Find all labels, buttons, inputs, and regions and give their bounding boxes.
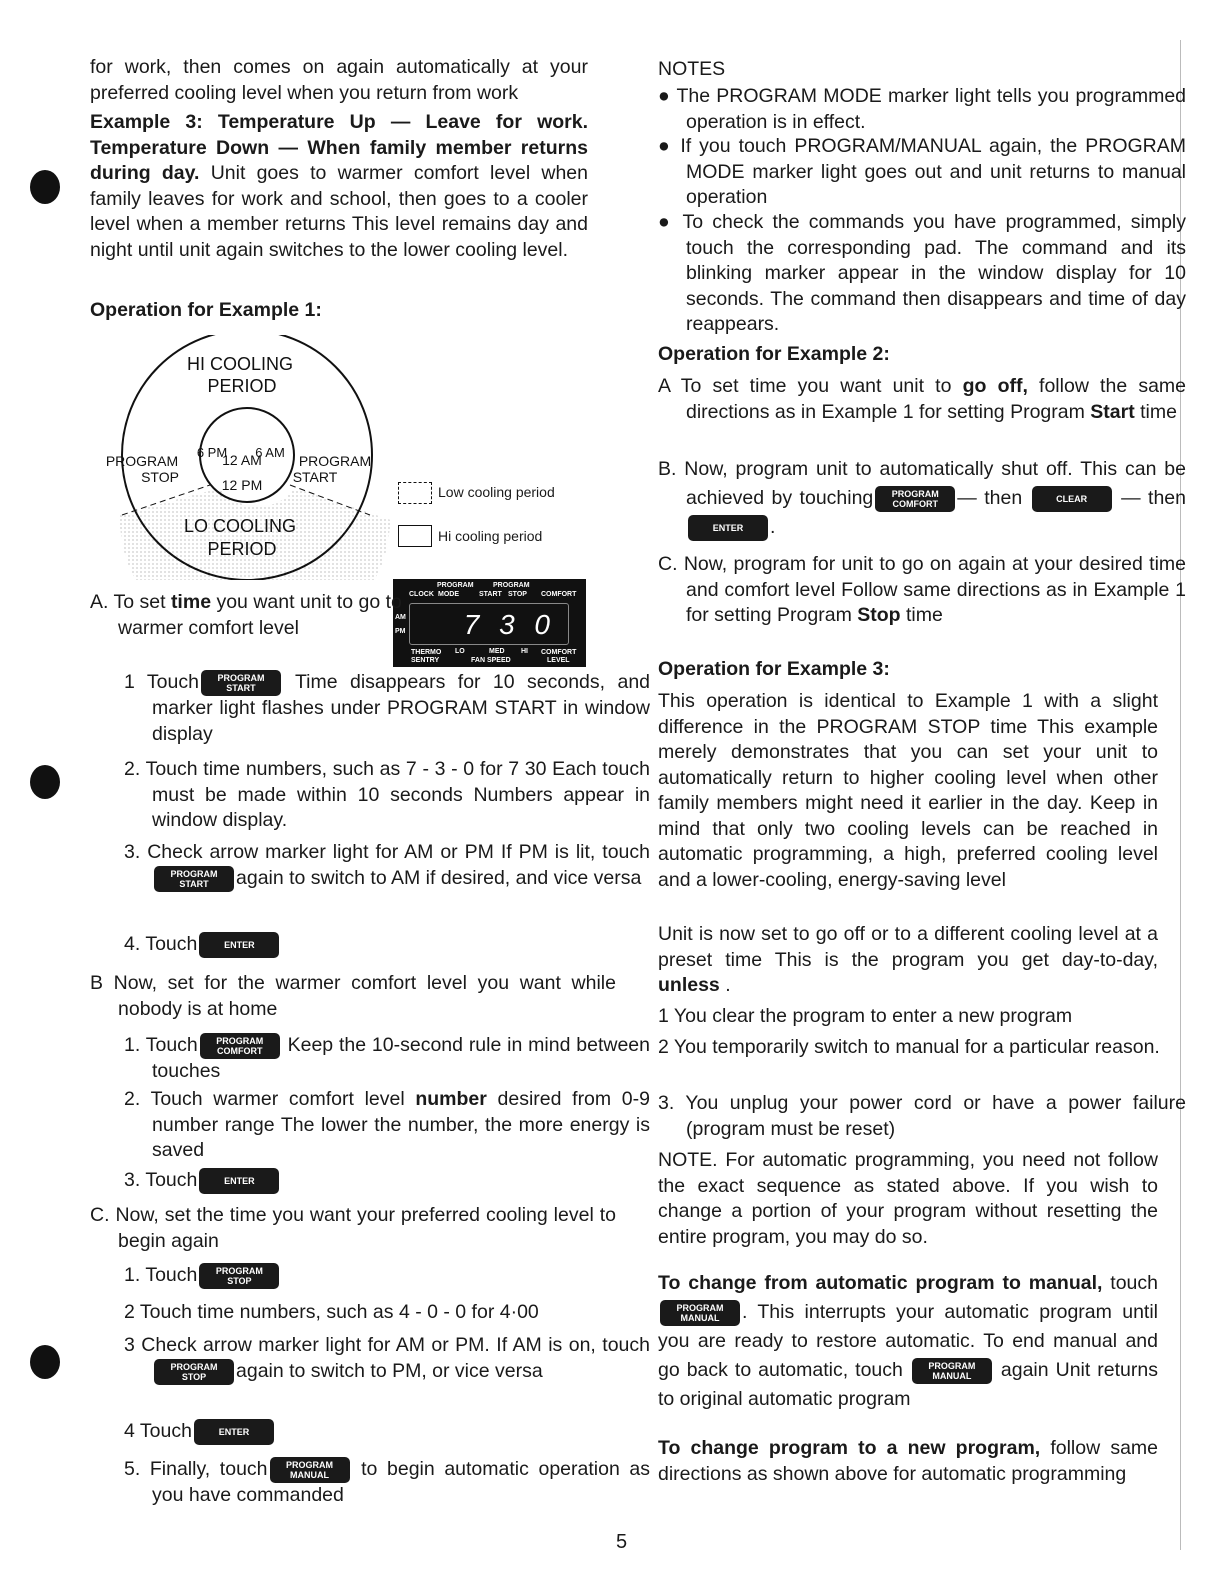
to-manual-paragraph: To change from automatic program to manual, touch PROGRAM MANUAL . This interrupts your automatic program until you are ready to restore automatic. To end manual and go back to automatic, touch PROGRAM MANUAL again Unit returns to original automatic program — [658, 1272, 1158, 1410]
time-12am: 12 AM — [222, 452, 262, 468]
op1-heading: Operation for Example 1: — [90, 299, 322, 321]
diagram-legend — [398, 480, 555, 549]
step-C2: 2 Touch time numbers, such as 4 - 0 - 0 for 4·00 — [124, 1301, 539, 1323]
step-A4: 4. Touch ENTER — [90, 932, 650, 958]
note-3: ● To check the commands you have programmed, simply touch the corresponding pad. The command and its blinking marker appear in the window display for 10 seconds. The command then disappears and time of day reappears. — [658, 211, 1187, 335]
unless-item-3: 3. You unplug your power cord or have a power failure (program must be reset) — [658, 1092, 1186, 1140]
unit-now-paragraph: Unit is now set to go off or to a different cooling level at a preset time This is the program you get day-to-day, unless . — [658, 923, 1158, 996]
step-A: A. To set time you want unit to go to warmer comfort level — [90, 591, 402, 639]
step-A1: 1 Touch PROGRAM START Time disappears for 10 seconds, and marker light flashes under PROGRAM START in window display — [124, 671, 651, 745]
step-B3: 3. Touch ENTER — [90, 1168, 650, 1194]
step-B1: 1. Touch PROGRAM COMFORT Keep the 10-second rule in mind between touches — [124, 1034, 650, 1082]
step-B2: 2. Touch warmer comfort level number desired from 0-9 number range The lower the number, the more energy is saved — [124, 1088, 650, 1161]
op2-step-A: A To set time you want unit to go off, follow the same directions as in Example 1 for setting Program Start time — [658, 375, 1186, 423]
op3-heading: Operation for Example 3: — [658, 658, 890, 680]
enter-key: ENTER — [199, 932, 279, 958]
op2-step-B: B. Now, program unit to automatically shut off. This can be achieved by touching PROGRAM COMFORT — then CLEAR — then ENTER . — [658, 455, 1186, 542]
example3-body: Unit goes to warmer comfort level when family leaves for work and school, then goes to a cooler level when a member returns This level remains day and night until unit again switches to the lower cooling level. — [90, 162, 588, 261]
time-12pm: 12 PM — [221, 477, 263, 493]
program-stop-label: PROGRAM — [105, 453, 179, 469]
note-2: ● If you touch PROGRAM/MANUAL again, the PROGRAM MODE marker light goes out and unit returns to manual operation — [658, 135, 1186, 208]
program-comfort-key: PROGRAM COMFORT — [875, 486, 955, 512]
disp-level: LEVEL — [547, 657, 570, 664]
notes-heading: NOTES — [658, 58, 726, 80]
disp-lo: LO — [455, 648, 465, 655]
lo-period-label: PERIOD — [207, 539, 277, 559]
time-6pm: 6 PM — [196, 445, 228, 460]
program-start-key: PROGRAM START — [154, 866, 234, 892]
disp-start: START — [479, 591, 502, 598]
enter-key: ENTER — [199, 1168, 279, 1194]
clear-key: CLEAR — [1032, 486, 1112, 512]
time-6am: 6 AM — [255, 445, 285, 460]
program-manual-key: PROGRAM MANUAL — [912, 1358, 992, 1384]
program-start-key: PROGRAM START — [201, 670, 281, 696]
step-C5: 5. Finally, touch PROGRAM MANUAL to begin automatic operation as you have commanded — [124, 1458, 650, 1506]
program-comfort-key: PROGRAM COMFORT — [200, 1033, 280, 1059]
disp-comfort: COMFORT — [541, 591, 577, 598]
program-manual-key: PROGRAM MANUAL — [660, 1300, 740, 1326]
step-C1: 1. Touch PROGRAM STOP — [90, 1263, 650, 1289]
op2-step-C: C. Now, program for unit to go on again at your desired time and comfort level Follow same directions as in Example 1 for setting Program Stop time — [658, 553, 1186, 626]
disp-hi: HI — [521, 648, 528, 655]
op2-heading: Operation for Example 2: — [658, 343, 890, 365]
note-1: ● The PROGRAM MODE marker light tells you programmed operation is in effect. — [658, 85, 1187, 133]
cooling-period-diagram — [100, 335, 390, 580]
disp-clock: CLOCK — [409, 591, 434, 598]
legend-swatch-low — [398, 482, 432, 504]
enter-key: ENTER — [194, 1419, 274, 1445]
disp-am: AM — [395, 614, 406, 621]
unless-item-1: 1 You clear the program to enter a new program — [658, 1005, 1073, 1027]
unless-item-2: 2 You temporarily switch to manual for a particular reason. — [658, 1036, 1160, 1058]
disp-comfort-2: COMFORT — [541, 649, 577, 656]
step-C3: 3 Check arrow marker light for AM or PM. If AM is on, touch PROGRAM STOP again to switch to PM, or vice versa — [90, 1333, 650, 1385]
hi-period-label: PERIOD — [207, 376, 277, 396]
step-C4: 4 Touch ENTER — [90, 1419, 650, 1445]
new-program-paragraph: To change program to a new program, follow same directions as shown above for automatic programming — [658, 1437, 1158, 1485]
disp-thermo: THERMO — [411, 649, 442, 656]
step-A3: 3. Check arrow marker light for AM or PM If PM is lit, touch PROGRAM START again to switch to AM if desired, and vice versa — [90, 840, 650, 892]
disp-pm: PM — [395, 628, 406, 635]
binder-hole — [30, 1345, 60, 1379]
disp-digits: 7 3 0 — [409, 603, 569, 645]
step-B: B Now, set for the warmer comfort level you want while nobody is at home — [90, 972, 616, 1020]
disp-program: PROGRAM — [437, 582, 474, 589]
disp-fanspeed: FAN SPEED — [471, 657, 511, 664]
window-display-illustration — [393, 579, 586, 667]
legend-low: Low cooling period — [438, 484, 555, 500]
disp-sentry: SENTRY — [411, 657, 440, 664]
legend-hi: Hi cooling period — [438, 527, 543, 544]
step-A2: 2. Touch time numbers, such as 7 - 3 - 0 for 7 30 Each touch must be made within 10 seconds Numbers appear in window display. — [124, 758, 650, 831]
binder-hole — [30, 170, 60, 204]
enter-key: ENTER — [688, 515, 768, 541]
example3-paragraph — [90, 110, 588, 263]
lo-cooling-label: LO COOLING — [183, 516, 297, 536]
disp-stop: STOP — [508, 591, 527, 598]
program-stop-label-2: STOP — [141, 469, 179, 485]
page-number: 5 — [616, 1531, 628, 1553]
disp-med: MED — [489, 648, 505, 655]
hi-cooling-label: HI COOLING — [186, 354, 294, 374]
example3-heading: Example 3: Temperature Up — Leave for work. Temperature Down — When family member returns during day. — [90, 111, 588, 184]
step-C: C. Now, set the time you want your preferred cooling level to begin again — [90, 1204, 616, 1252]
program-stop-key: PROGRAM STOP — [154, 1359, 234, 1385]
program-stop-key: PROGRAM STOP — [199, 1263, 279, 1289]
disp-mode: MODE — [438, 591, 459, 598]
op3-body: This operation is identical to Example 1 with a slight difference in the PROGRAM STOP time This example merely demonstrates that you can set your unit to automatically return to higher cooling level when other family members might need it earlier in the day. Keep in mind that only two cooling levels can be reached in automatic programming, a high, preferred cooling level and a lower-cooling, energy-saving level — [658, 690, 1158, 891]
program-start-label-2: START — [292, 469, 338, 485]
disp-program-2: PROGRAM — [493, 582, 530, 589]
program-start-label: PROGRAM — [298, 453, 372, 469]
program-manual-key: PROGRAM MANUAL — [270, 1457, 350, 1483]
note-paragraph: NOTE. For automatic programming, you need not follow the exact sequence as stated above. If you wish to change a portion of your program without resetting the entire program, you may do so. — [658, 1149, 1158, 1248]
intro-text: for work, then comes on again automatically at your preferred cooling level when you return from work — [90, 56, 588, 104]
binder-hole — [30, 765, 60, 799]
legend-swatch-hi — [398, 525, 432, 547]
